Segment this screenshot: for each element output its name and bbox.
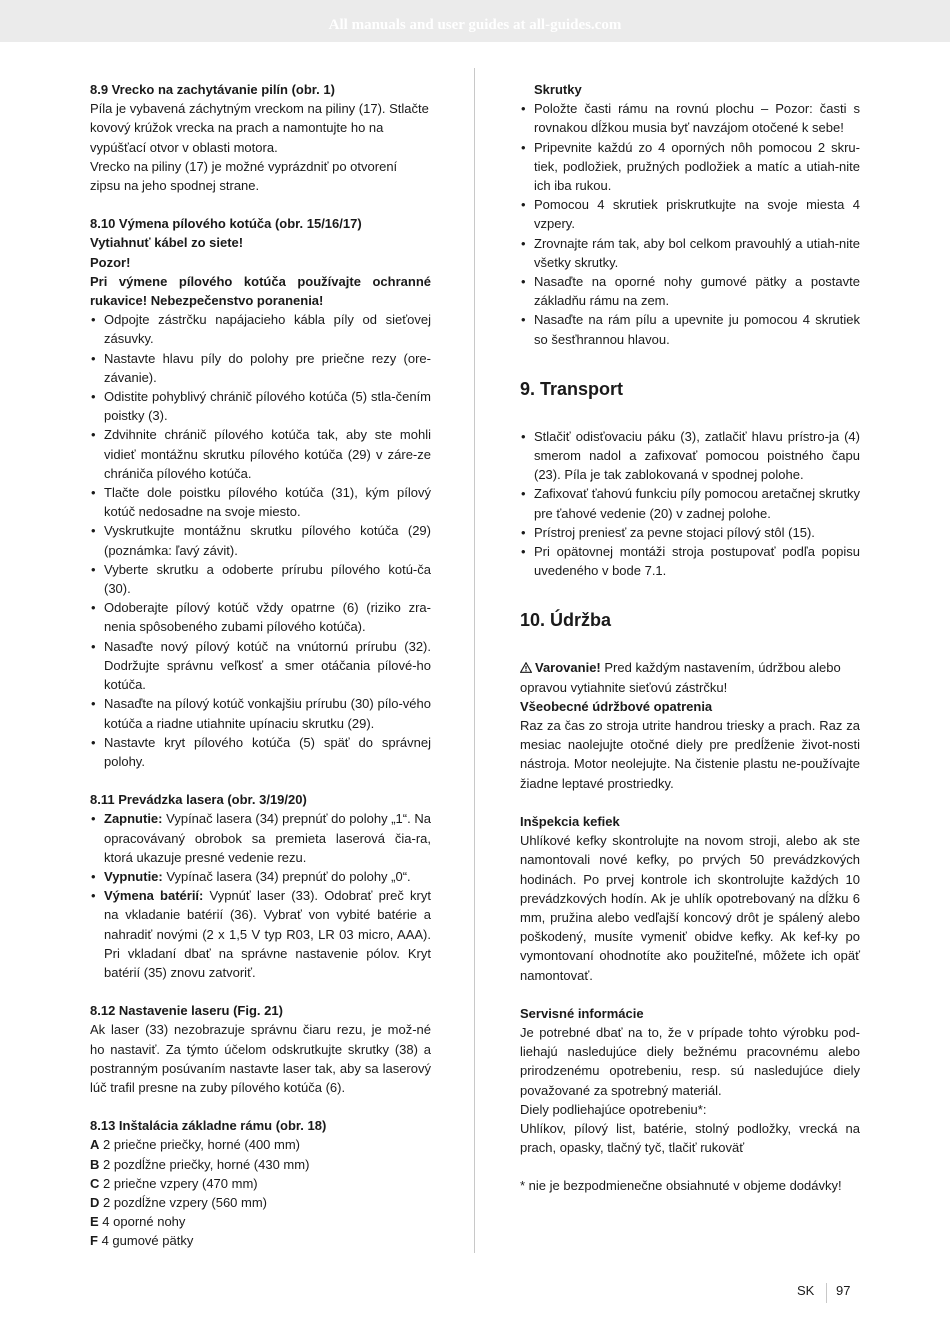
column-divider xyxy=(474,68,475,1253)
section-8-10-title: 8.10 Výmena pílového kotúča (obr. 15/16/17) xyxy=(90,216,362,232)
list-item: • Nasaďte na oporné nohy gumové pätky a postavte základňu rámu na zem. xyxy=(520,272,860,310)
part-line xyxy=(90,1212,431,1231)
section-8-9-text-1: Píla je vybavená záchytným vreckom na piliny (17). Stlačte kovový krúžok vrecka na prach a namontujte ho na vypúšťací otvor v oblasti motora. xyxy=(90,101,429,155)
section-8-9-title: 8.9 Vrecko na zachytávanie pilín (obr. 1) xyxy=(90,82,335,97)
footnote: * nie je bezpodmienečne obsiahnuté v objeme dodávky! xyxy=(520,1178,842,1194)
item-text: Vypínač lasera (34) prepnúť do polohy „0“. xyxy=(162,868,411,884)
list-item: • Položte časti rámu na rovnú plochu – Pozor: časti s rovnakou dĺžkou musia byť navzájom otočené k sebe! xyxy=(520,99,860,137)
part-text: 2 priečne priečky, horné (400 mm) xyxy=(99,1137,301,1153)
warning-text: Pred každým nastavením, údržbou alebo opravou vytiahnite sieťovú zástrčku! xyxy=(520,660,841,695)
caution-label: Pozor! xyxy=(90,254,131,270)
transport-steps xyxy=(520,427,860,581)
item-label: Vypnutie: xyxy=(104,868,163,884)
list-item: • Nasaďte nový pílový kotúč na vnútornú prírubu (32). Dodržujte správnu veľkosť a smer otáčania pílové-ho kotúča. xyxy=(90,637,431,695)
general-maintenance-title: Všeobecné údržbové opatrenia xyxy=(520,698,713,714)
maintenance-heading: 10. Údržba xyxy=(520,610,612,631)
brushes-title: Inšpekcia kefiek xyxy=(520,813,620,829)
part-text: 4 gumové pätky xyxy=(97,1233,194,1249)
blade-change-steps xyxy=(90,310,431,771)
list-item: • Odoberajte pílový kotúč vždy opatrne (6) (riziko zra-nenia spôsobeného zubami pílového kotúča). xyxy=(90,598,431,636)
brushes-text: Uhlíkové kefky skontrolujte na novom stroji, alebo ak ste namontovali nové kefky, po prvých 50 prevádzkových hodinách. Po prvej kontrole ich skontrolujte každých 10 prevádzkových hodín. Ak je uhlík opotrebovaný na dĺžku 6 mm, pružina alebo vedľajší koncový drôt je spálený alebo poškodený, musíte vymeniť obidve kefky. Ak kef-ky po vymontovaní ohodnotíte ako použiteľné, môžete ich opäť namontovať. xyxy=(520,833,860,983)
list-item: • Pripevnite každú zo 4 oporných nôh pomocou 2 skru-tiek, podložiek, pružných podložiek a matíc a utiah-nite ich iba rukou. xyxy=(520,138,860,196)
footer-separator xyxy=(826,1283,827,1303)
part-text: 2 priečne vzpery (470 mm) xyxy=(99,1175,258,1191)
general-maintenance-text: Raz za čas zo stroja utrite handrou triesky a prach. Raz za mesiac naolejujte otočné diely pre predĺženie život-nosti nástroja. Motor neolejujte. Na čistenie plastu ne-používajte žiadne leptavé prostriedky. xyxy=(520,718,860,791)
list-item: • Nasaďte na pílový kotúč vonkajšiu prírubu (30) pílo-vého kotúča a riadne utiahnite upínaciu skrutku (29). xyxy=(90,694,431,732)
part-key: F xyxy=(90,1233,98,1249)
part-line xyxy=(90,1174,431,1193)
part-key: C xyxy=(90,1175,100,1191)
part-line xyxy=(90,1193,431,1212)
list-item: • Nastavte hlavu píly do polohy pre priečne rezy (ore-závanie). xyxy=(90,349,431,387)
item-text: Vypnúť laser (33). Odobrať preč kryt na vkladanie batérií (36). Vybrať von vybité batérie a nahradiť novými (2 x 1,5 V typ R03, LR 03 micro, AAA). Pri vkladaní dbať na správne nastavenie pólov. Kryt batérií (35) znovu zatvoriť. xyxy=(104,888,431,980)
list-item: • Tlačte dole poistku pílového kotúča (31), kým pílový kotúč nedosadne na svoje miesto. xyxy=(90,483,431,521)
list-item: • Odistite pohyblivý chránič pílového kotúča (5) stla-čením poistky (3). xyxy=(90,387,431,425)
screws-steps xyxy=(520,99,860,349)
watermark-banner xyxy=(0,0,950,42)
warning-triangle-icon xyxy=(520,662,532,673)
list-item: • Prístroj preniesť za pevne stojaci pílový stôl (15). xyxy=(520,523,860,542)
watermark-text: All manuals and user guides at all-guides.com xyxy=(328,17,622,33)
item-text: Vypínač lasera (34) prepnúť do polohy „1“. Na opracovávaný obrobok sa premieta laserová čia-ra, ktorá ukazuje presné vedenie rezu. xyxy=(104,811,431,865)
item-label: Výmena batérií: xyxy=(104,888,204,904)
part-line xyxy=(90,1135,431,1154)
wear-parts-text: Uhlíkov, pílový list, batérie, stolný podložky, vrecká na prach, opasky, tlačný tyč, tlačiť rukoväť xyxy=(520,1120,860,1156)
unplug-warning: Vytiahnuť kábel zo siete! xyxy=(90,235,244,251)
service-title: Servisné informácie xyxy=(520,1005,644,1021)
transport-heading: 9. Transport xyxy=(520,378,624,399)
screws-title: Skrutky xyxy=(534,82,582,97)
service-text: Je potrebné dbať na to, že v prípade tohto výrobku pod-liehajú nasledujúce diely bežnému pracovnému alebo prirodzenému opotrebeniu, resp. sú nasledujúce diely považované za spotrebný materiál. xyxy=(520,1024,860,1098)
part-key: B xyxy=(90,1156,100,1172)
list-item: • Zafixovať ťahovú funkciu píly pomocou aretačnej skrutky pre ťahové vedenie (20) v zadnej polohe. xyxy=(520,484,860,522)
list-item: • Stlačiť odisťovaciu páku (3), zatlačiť hlavu prístro-ja (4) smerom nadol a zafixovať pomocou poistného čapu (23). Píla je tak zablokovaná v spodnej polohe. xyxy=(520,427,860,485)
list-item: • Vyberte skrutku a odoberte prírubu pílového kotú-ča (30). xyxy=(90,560,431,598)
section-8-11-title: 8.11 Prevádzka lasera (obr. 3/19/20) xyxy=(90,792,307,808)
list-item xyxy=(90,886,431,982)
part-key: D xyxy=(90,1194,100,1210)
wear-parts-label: Diely podliehajúce opotrebeniu*: xyxy=(520,1101,707,1117)
footer-language: SK xyxy=(797,1283,815,1298)
part-key: A xyxy=(90,1137,100,1153)
maintenance-warning xyxy=(520,658,860,696)
list-item: • Nastavte kryt pílového kotúča (5) späť do správnej polohy. xyxy=(90,733,431,771)
section-8-12-text: Ak laser (33) nezobrazuje správnu čiaru rezu, je mož-né ho nastaviť. Za týmto účelom odskrutkujte skrutky (38) a postranným posúvaním nastavte laser tak, aby sa laserový lúč trafil presne na zuby pílového kotúča (6). xyxy=(90,1022,431,1095)
list-item: • Vyskrutkujte montážnu skrutku pílového kotúča (29) (poznámka: ľavý závit). xyxy=(90,521,431,559)
part-line xyxy=(90,1155,431,1174)
list-item: • Zrovnajte rám tak, aby bol celkom pravouhlý a utiah-nite všetky skrutky. xyxy=(520,234,860,272)
page-number: 97 xyxy=(836,1283,851,1298)
part-text: 4 oporné nohy xyxy=(98,1214,186,1230)
part-text: 2 pozdĺžne vzpery (560 mm) xyxy=(99,1194,268,1210)
part-text: 2 pozdĺžne priečky, horné (430 mm) xyxy=(99,1156,310,1172)
right-column xyxy=(520,80,860,1196)
warning-label: Varovanie! xyxy=(535,660,601,676)
list-item: • Pri opätovnej montáži stroja postupovať podľa popisu uvedeného v bode 7.1. xyxy=(520,542,860,580)
section-8-13-title: 8.13 Inštalácia základne rámu (obr. 18) xyxy=(90,1118,327,1134)
list-item xyxy=(90,809,431,867)
gloves-warning: Pri výmene pílového kotúča používajte ochranné rukavice! Nebezpečenstvo poranenia! xyxy=(90,273,431,309)
list-item: • Zdvihnite chránič pílového kotúča tak, aby ste mohli vidieť montážnu skrutku pílového kotúča (29) v záre-ze chrániča pílového kotúča. xyxy=(90,425,431,483)
list-item xyxy=(90,867,431,886)
list-item: • Nasaďte na rám pílu a upevnite ju pomocou 4 skrutiek so šesťhrannou hlavou. xyxy=(520,310,860,348)
list-item: • Odpojte zástrčku napájacieho kábla píly od sieťovej zásuvky. xyxy=(90,310,431,348)
left-column xyxy=(90,80,431,1251)
list-item: • Pomocou 4 skrutiek priskrutkujte na svoje miesta 4 vzpery. xyxy=(520,195,860,233)
section-8-9-text-2: Vrecko na piliny (17) je možné vyprázdniť po otvorení zipsu na jeho spodnej strane. xyxy=(90,158,398,194)
laser-operation-list xyxy=(90,809,431,982)
item-label: Zapnutie: xyxy=(104,811,163,827)
part-key: E xyxy=(90,1214,99,1230)
part-line xyxy=(90,1231,431,1250)
section-8-12-title: 8.12 Nastavenie laseru (Fig. 21) xyxy=(90,1003,283,1019)
